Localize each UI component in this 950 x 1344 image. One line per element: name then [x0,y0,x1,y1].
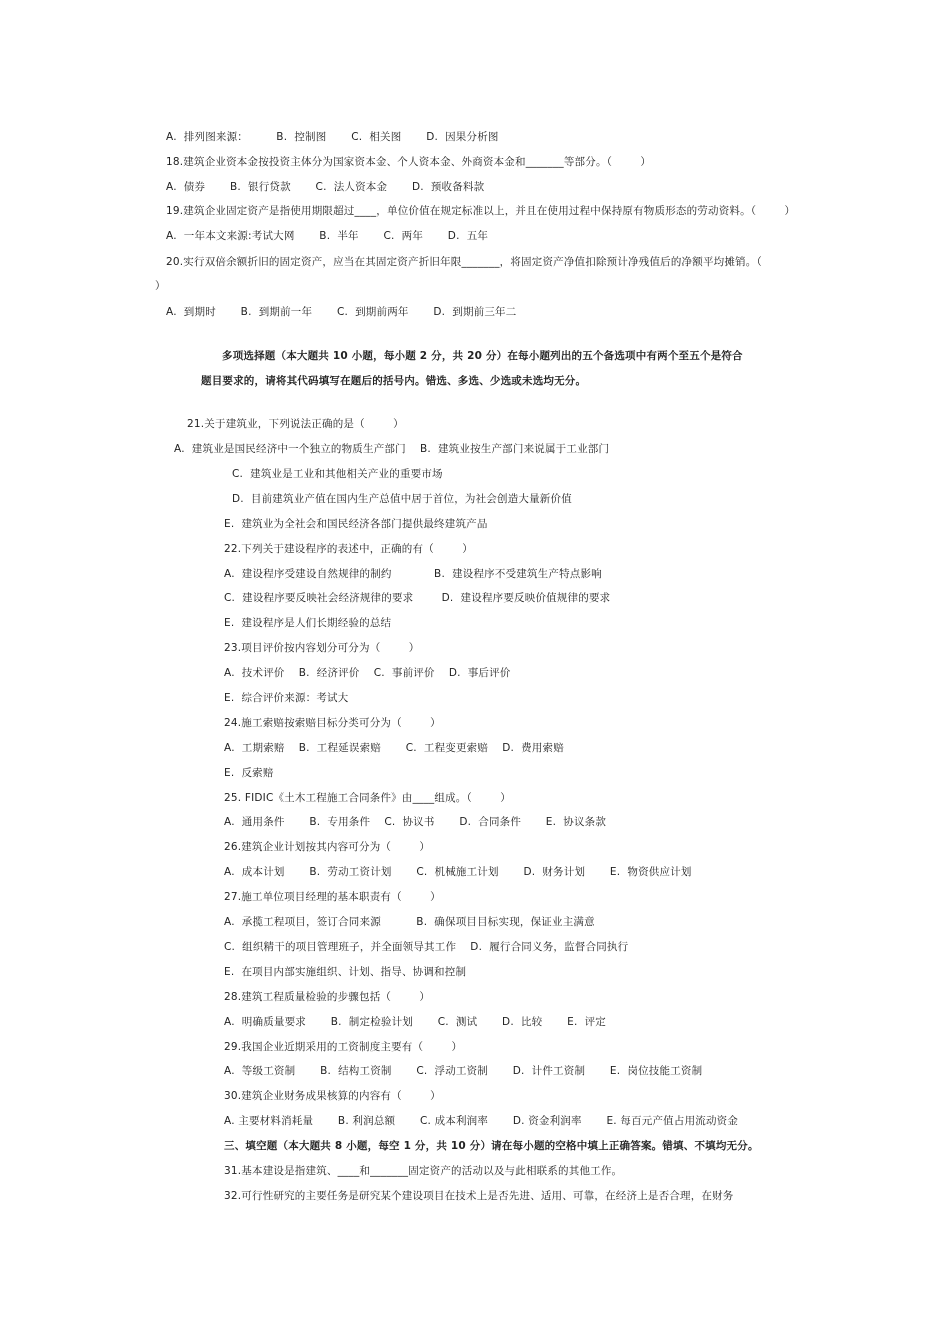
q27-options-cd: C. 组织精干的项目管理班子，并全面领导其工作 D. 履行合同义务，监督合同执行 [224,941,629,953]
q20-options: A. 到期时 B. 到期前一年 C. 到期前两年 D. 到期前三年二 [166,306,517,318]
section-fill-heading: 三、填空题（本大题共 8 小题，每空 1 分，共 10 分）请在每小题的空格中填上正确答案。错填、不填均无分。 [224,1140,759,1152]
q20-question: 20.实行双倍余额折旧的固定资产，应当在其固定资产折旧年限_______，将固定资产净值扣除预计净残值后的净额平均摊销。（ [166,256,762,268]
q21-options-ab: A. 建筑业是国民经济中一个独立的物质生产部门 B. 建筑业按生产部门来说属于工业部门 [174,443,610,455]
q28-options: A. 明确质量要求 B. 制定检验计划 C. 测试 D. 比较 E. 评定 [224,1016,606,1028]
section-multi-heading: 多项选择题（本大题共 10 小题，每小题 2 分，共 20 分）在每小题列出的五个备选项中有两个至五个是符合 [222,350,743,362]
q22-options-ab: A. 建设程序受建设自然规律的制约 B. 建设程序不受建筑生产特点影响 [224,568,602,580]
q30-options: A. 主要材料消耗量 B. 利润总额 C. 成本利润率 D. 资金利润率 E. 每百元产值占用流动资金 [224,1115,739,1127]
q28-question: 28.建筑工程质量检验的步骤包括（ ） [224,991,431,1003]
q31-question: 31.基本建设是指建筑、____和_______固定资产的活动以及与此相联系的其他工作。 [224,1165,623,1177]
q27-options-ab: A. 承揽工程项目，签订合同来源 B. 确保项目目标实现，保证业主满意 [224,916,595,928]
q24-options: A. 工期索赔 B. 工程延误索赔 C. 工程变更索赔 D. 费用索赔 [224,742,564,754]
q23-question: 23.项目评价按内容划分可分为（ ） [224,642,420,654]
q32-question: 32.可行性研究的主要任务是研究某个建设项目在技术上是否先进、适用、可靠，在经济上是否合理，在财务 [224,1190,734,1202]
q21-option-c: C. 建筑业是工业和其他相关产业的重要市场 [232,468,443,480]
q29-question: 29.我国企业近期采用的工资制度主要有（ ） [224,1041,463,1053]
section-multi-heading-cont: 题目要求的，请将其代码填写在题后的括号内。错选、多选、少选或未选均无分。 [201,375,587,387]
q24-option-e: E. 反索赔 [224,767,274,779]
q26-options: A. 成本计划 B. 劳动工资计划 C. 机械施工计划 D. 财务计划 E. 物资供应计划 [224,866,692,878]
q21-option-e: E. 建筑业为全社会和国民经济各部门提供最终建筑产品 [224,518,488,530]
q24-question: 24.施工索赔按索赔目标分类可分为（ ） [224,717,441,729]
q17-options: A. 排列图来源： B. 控制图 C. 相关图 D. 因果分析图 [166,131,499,143]
q22-options-cd: C. 建设程序要反映社会经济规律的要求 D. 建设程序要反映价值规律的要求 [224,592,611,604]
q23-options: A. 技术评价 B. 经济评价 C. 事前评价 D. 事后评价 [224,667,511,679]
q22-question: 22.下列关于建设程序的表述中，正确的有（ ） [224,543,473,555]
q19-question: 19.建筑企业固定资产是指使用期限超过____，单位价值在规定标准以上，并且在使用过程中保持原有物质形态的劳动资料。（ ） [166,205,796,217]
q22-option-e: E. 建设程序是人们长期经验的总结 [224,617,392,629]
q26-question: 26.建筑企业计划按其内容可分为（ ） [224,841,431,853]
q30-question: 30.建筑企业财务成果核算的内容有（ ） [224,1090,441,1102]
q27-question: 27.施工单位项目经理的基本职责有（ ） [224,891,441,903]
q20-question-cont: ） [155,280,166,292]
q23-option-e: E. 综合评价来源：考试大 [224,692,349,704]
q19-options: A. 一年本文来源:考试大网 B. 半年 C. 两年 D. 五年 [166,230,489,242]
q25-question: 25. FIDIC《土木工程施工合同条件》由____组成。（ ） [224,792,511,804]
q18-options: A. 债券 B. 银行贷款 C. 法人资本金 D. 预收备料款 [166,181,485,193]
q21-option-d: D. 目前建筑业产值在国内生产总值中居于首位，为社会创造大量新价值 [232,493,572,505]
q18-question: 18.建筑企业资本金按投资主体分为国家资本金、个人资本金、外商资本金和_______等部分。（ ） [166,156,652,168]
q27-option-e: E. 在项目内部实施组织、计划、指导、协调和控制 [224,966,467,978]
q25-options: A. 通用条件 B. 专用条件 C. 协议书 D. 合同条件 E. 协议条款 [224,816,607,828]
q21-question: 21.关于建筑业，下列说法正确的是（ ） [187,418,404,430]
q29-options: A. 等级工资制 B. 结构工资制 C. 浮动工资制 D. 计件工资制 E. 岗位技能工资制 [224,1065,703,1077]
